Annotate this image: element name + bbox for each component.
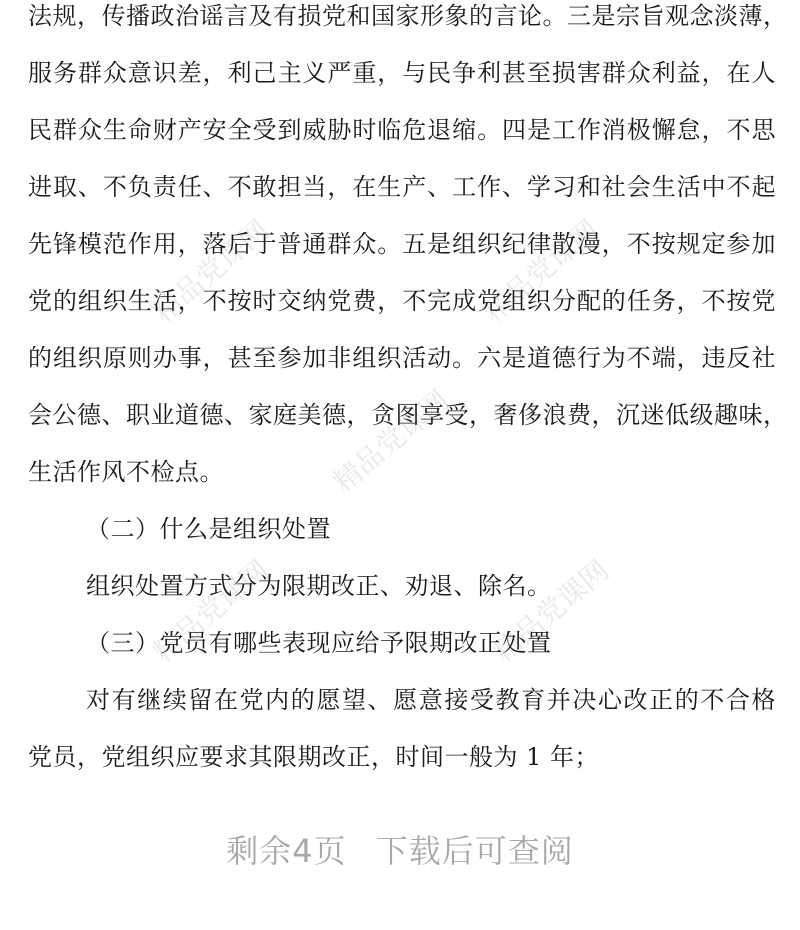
- watermark: 精品党课网: [476, 213, 606, 329]
- watermark: 精品党课网: [486, 553, 616, 669]
- watermark: 精品党课网: [146, 213, 276, 329]
- body-line: 会公德、职业道德、家庭美德，贪图享受，奢侈浪费，沉迷低级趣味，: [28, 401, 788, 429]
- watermark: 精品党课网: [146, 553, 276, 669]
- section-body: 党员，党组织应要求其限期改正，时间一般为 1 年；: [28, 743, 600, 771]
- body-line: 服务群众意识差，利己主义严重，与民争利甚至损害群众利益，在人: [28, 59, 776, 87]
- watermark: 精品党课网: [326, 383, 456, 499]
- section-body: 对有继续留在党内的愿望、愿意接受教育并决心改正的不合格: [86, 686, 776, 714]
- body-line: 进取、不负责任、不敢担当，在生产、工作、学习和社会生活中不起: [28, 173, 776, 201]
- section-body: 组织处置方式分为限期改正、劝退、除名。: [86, 572, 552, 600]
- section-heading: （二）什么是组织处置: [86, 515, 331, 543]
- body-line: 的组织原则办事，甚至参加非组织活动。六是道德行为不端，违反社: [28, 344, 776, 372]
- body-line: 先锋模范作用，落后于普通群众。五是组织纪律散漫，不按规定参加: [28, 230, 776, 258]
- section-heading: （三）党员有哪些表现应给予限期改正处置: [86, 629, 552, 657]
- body-line: 生活作风不检点。: [28, 458, 224, 486]
- body-line: 党的组织生活，不按时交纳党费，不完成党组织分配的任务，不按党: [28, 287, 776, 315]
- body-line: 法规，传播政治谣言及有损党和国家形象的言论。三是宗旨观念淡薄，: [28, 2, 788, 30]
- remaining-pages-notice[interactable]: 剩余4页 下载后可查阅: [226, 832, 574, 870]
- body-line: 民群众生命财产安全受到威胁时临危退缩。四是工作消极懈怠，不思: [28, 116, 776, 144]
